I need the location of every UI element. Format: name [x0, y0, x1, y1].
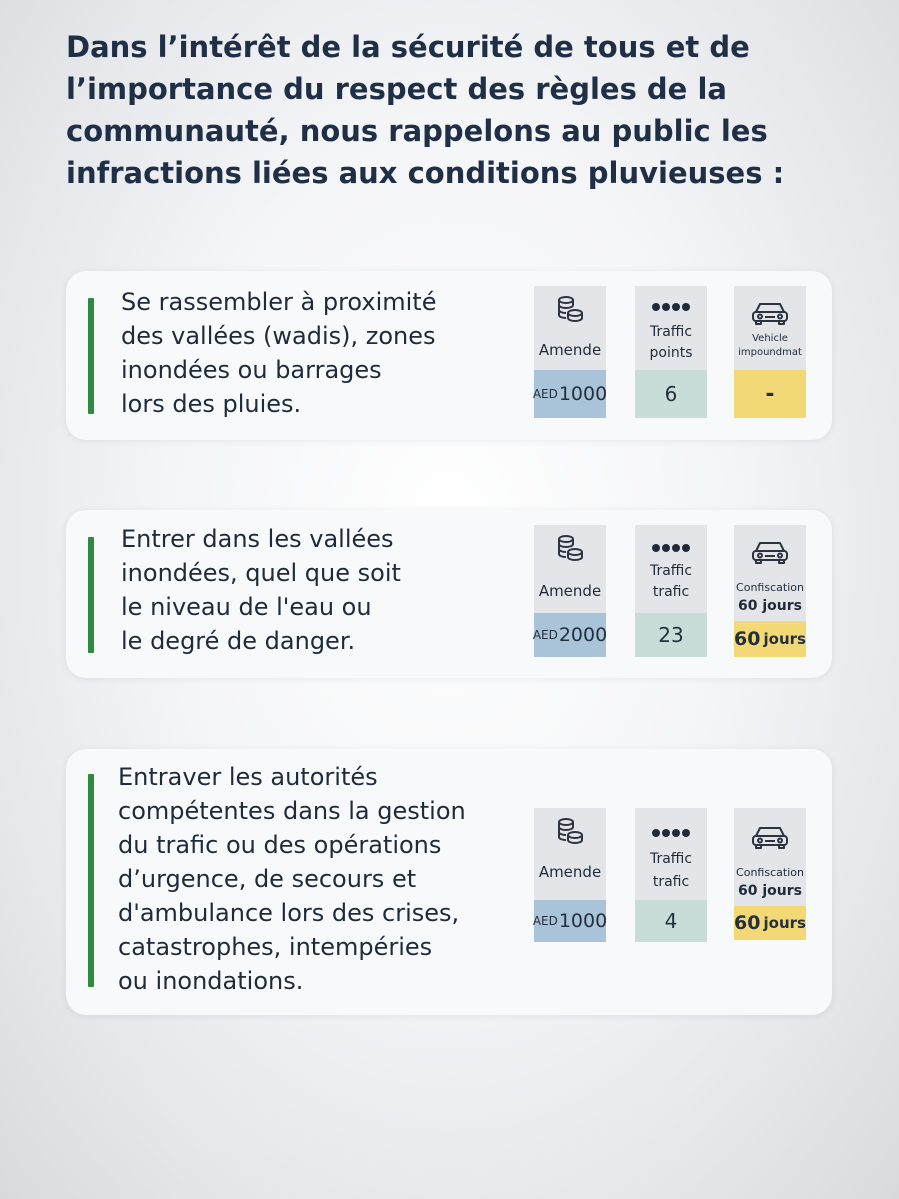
- points-label-line: trafic: [652, 874, 690, 890]
- points-label-line: Traffic: [649, 324, 693, 340]
- impound-label: [734, 332, 806, 360]
- description-line: le degré de danger.: [121, 627, 356, 655]
- accent-bar: [88, 298, 94, 414]
- impound-unit: jours: [763, 914, 806, 932]
- points-box: [635, 286, 707, 418]
- fine-value: [534, 900, 606, 942]
- fine-box: [534, 525, 606, 657]
- violation-card-3: [66, 749, 832, 1015]
- points-label-line: Traffic: [649, 563, 693, 579]
- description-line: Se rassembler à proximité: [121, 288, 437, 316]
- impound-label-line: Confiscation: [736, 866, 804, 879]
- currency: AED: [532, 628, 558, 642]
- violation-card-1: [66, 271, 832, 440]
- impound-label-line: impoundmat: [738, 347, 802, 358]
- description-line: Entraver les autorités: [118, 763, 378, 791]
- fine-box: [534, 286, 606, 418]
- description-line: catastrophes, intempéries: [118, 933, 433, 961]
- description-line: d'ambulance lors des crises,: [118, 899, 460, 927]
- points-label: [635, 322, 707, 364]
- points-value: 6: [635, 370, 707, 418]
- dots-icon: [651, 828, 691, 838]
- coins-stack-icon: [554, 533, 586, 565]
- description-line: du trafic ou des opérations: [118, 831, 442, 859]
- fine-value: [534, 370, 606, 418]
- description-line: le niveau de l'eau ou: [121, 593, 372, 621]
- fine-amount: 1000: [558, 383, 608, 405]
- intro-line: l’importance du respect des règles de la: [66, 72, 727, 106]
- points-label-line: trafic: [652, 584, 690, 600]
- impound-label-line: Confiscation: [736, 581, 804, 594]
- impound-label: [734, 579, 806, 615]
- description-line: d’urgence, de secours et: [118, 865, 417, 893]
- currency: AED: [532, 914, 558, 928]
- impound-label-line: Vehicle: [752, 333, 788, 344]
- dots-icon: [651, 302, 691, 312]
- intro-line: Dans l’intérêt de la sécurité de tous et de: [66, 30, 750, 64]
- currency: AED: [532, 387, 558, 401]
- fine-label: Amende: [538, 341, 602, 359]
- description-line: compétentes dans la gestion: [118, 797, 466, 825]
- points-box: [635, 525, 707, 657]
- intro-text: [66, 26, 856, 194]
- violation-description: [121, 285, 436, 421]
- fine-amount: 1000: [558, 910, 608, 932]
- impound-box: [734, 286, 806, 418]
- impound-value: [734, 621, 806, 657]
- accent-bar: [88, 774, 94, 987]
- impound-value: [734, 906, 806, 940]
- coins-stack-icon: [554, 816, 586, 848]
- fine-label: Amende: [538, 863, 602, 881]
- violation-card-2: [66, 510, 832, 678]
- impound-box: [734, 525, 806, 657]
- car-icon: [750, 537, 790, 565]
- fine-box: [534, 808, 606, 942]
- impound-days: 60: [734, 628, 761, 650]
- points-value: 4: [635, 900, 707, 942]
- car-icon: [750, 298, 790, 326]
- description-line: lors des pluies.: [121, 390, 302, 418]
- points-label: [635, 561, 707, 603]
- violation-description: [118, 760, 466, 998]
- intro-line: infractions liées aux conditions pluvieuses :: [66, 156, 785, 190]
- points-box: [635, 808, 707, 942]
- fine-label: Amende: [538, 582, 602, 600]
- impound-days: 60: [734, 912, 761, 934]
- accent-bar: [88, 537, 94, 653]
- points-label: [635, 848, 707, 894]
- impound-box: [734, 808, 806, 940]
- description-line: inondées ou barrages: [121, 356, 382, 384]
- coins-stack-icon: [554, 294, 586, 326]
- points-label-line: Traffic: [649, 851, 693, 867]
- fine-value: [534, 613, 606, 657]
- description-line: des vallées (wadis), zones: [121, 322, 436, 350]
- impound-value: -: [734, 370, 806, 418]
- intro-line: communauté, nous rappelons au public les: [66, 114, 768, 148]
- impound-label-line: 60 jours: [738, 598, 802, 614]
- impound-label-line: 60 jours: [738, 883, 802, 899]
- points-value: 23: [635, 613, 707, 657]
- fine-amount: 2000: [558, 624, 608, 646]
- impound-unit: jours: [763, 630, 806, 648]
- car-icon: [750, 822, 790, 850]
- impound-label: [734, 864, 806, 900]
- points-label-line: points: [649, 345, 693, 361]
- dots-icon: [651, 543, 691, 553]
- description-line: inondées, quel que soit: [121, 559, 401, 587]
- description-line: Entrer dans les vallées: [121, 525, 394, 553]
- violation-description: [121, 522, 401, 658]
- description-line: ou inondations.: [118, 967, 304, 995]
